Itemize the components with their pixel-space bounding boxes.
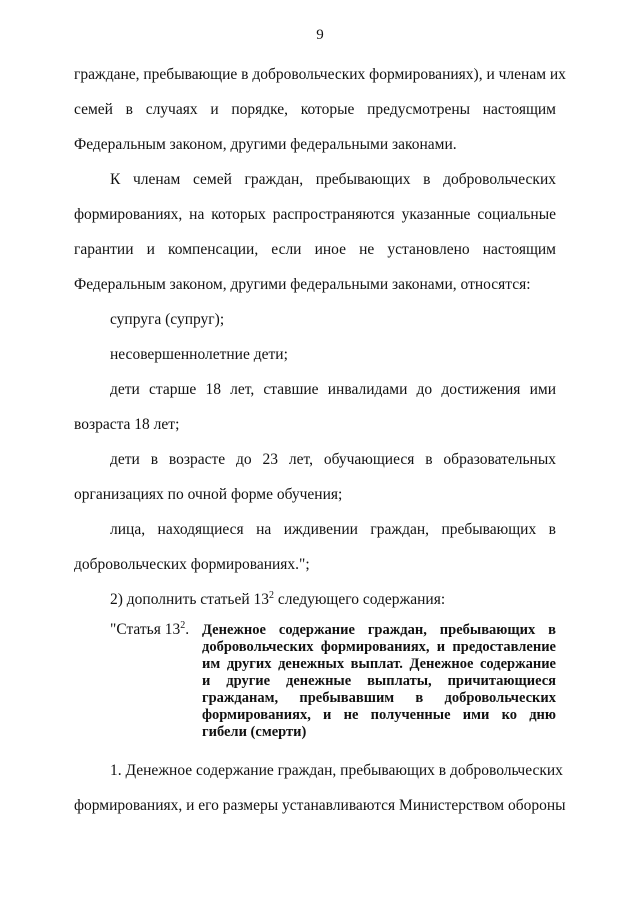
page-number: 9: [316, 27, 324, 43]
list-item: дети старше 18 лет, ставшие инвалидами до достижения ими: [110, 381, 556, 398]
article-heading-line: и другие денежные выплаты, причитающиеся: [202, 673, 556, 689]
list-item: лица, находящиеся на иждивении граждан, пребывающих в: [110, 521, 556, 538]
text-line: 1. Денежное содержание граждан, пребывающих в добровольческих: [110, 762, 563, 779]
article-heading-line: Денежное содержание граждан, пребывающих в: [202, 622, 556, 638]
amendment-suffix: следующего содержания:: [274, 591, 446, 608]
text-line: граждане, пребывающие в добровольческих формированиях), и членам их: [74, 66, 566, 83]
amendment-sup: 2: [269, 590, 275, 601]
text-line: К членам семей граждан, пребывающих в добровольческих: [110, 171, 556, 188]
article-heading-line: добровольческих формированиях, и предоставление: [202, 639, 556, 655]
article-label-prefix: "Статья 13: [110, 621, 181, 638]
article-heading-line: формированиях, и не полученные ими ко дню: [202, 707, 556, 723]
article-heading-line: гражданам, пребывавшим в добровольческих: [202, 690, 556, 706]
text-line: организациях по очной форме обучения;: [74, 486, 343, 503]
article-heading-line: гибели (смерти): [202, 724, 307, 740]
text-line: гарантии и компенсации, если иное не установлено настоящим: [74, 241, 556, 258]
list-item: дети в возрасте до 23 лет, обучающиеся в образовательных: [110, 451, 556, 468]
text-line: формированиях, на которых распространяются указанные социальные: [74, 206, 556, 223]
article-label-sup: 2: [180, 620, 186, 631]
article-label: [110, 621, 189, 639]
list-item: несовершеннолетние дети;: [110, 346, 288, 363]
article-label-suffix: .: [185, 621, 190, 638]
text-line: возраста 18 лет;: [74, 416, 180, 433]
text-line: добровольческих формированиях.";: [74, 556, 310, 573]
text-line: семей в случаях и порядке, которые предусмотрены настоящим: [74, 101, 556, 118]
text-line: Федеральным законом, другими федеральными законами.: [74, 136, 457, 153]
article-heading-line: им других денежных выплат. Денежное содержание: [202, 656, 556, 672]
list-item: супруга (супруг);: [110, 311, 225, 328]
text-line: Федеральным законом, другими федеральными законами, относятся:: [74, 276, 531, 293]
text-line: формированиях, и его размеры устанавливаются Министерством обороны: [74, 797, 566, 814]
amendment-prefix: 2) дополнить статьей 13: [110, 591, 270, 608]
amendment-line: [110, 591, 556, 609]
